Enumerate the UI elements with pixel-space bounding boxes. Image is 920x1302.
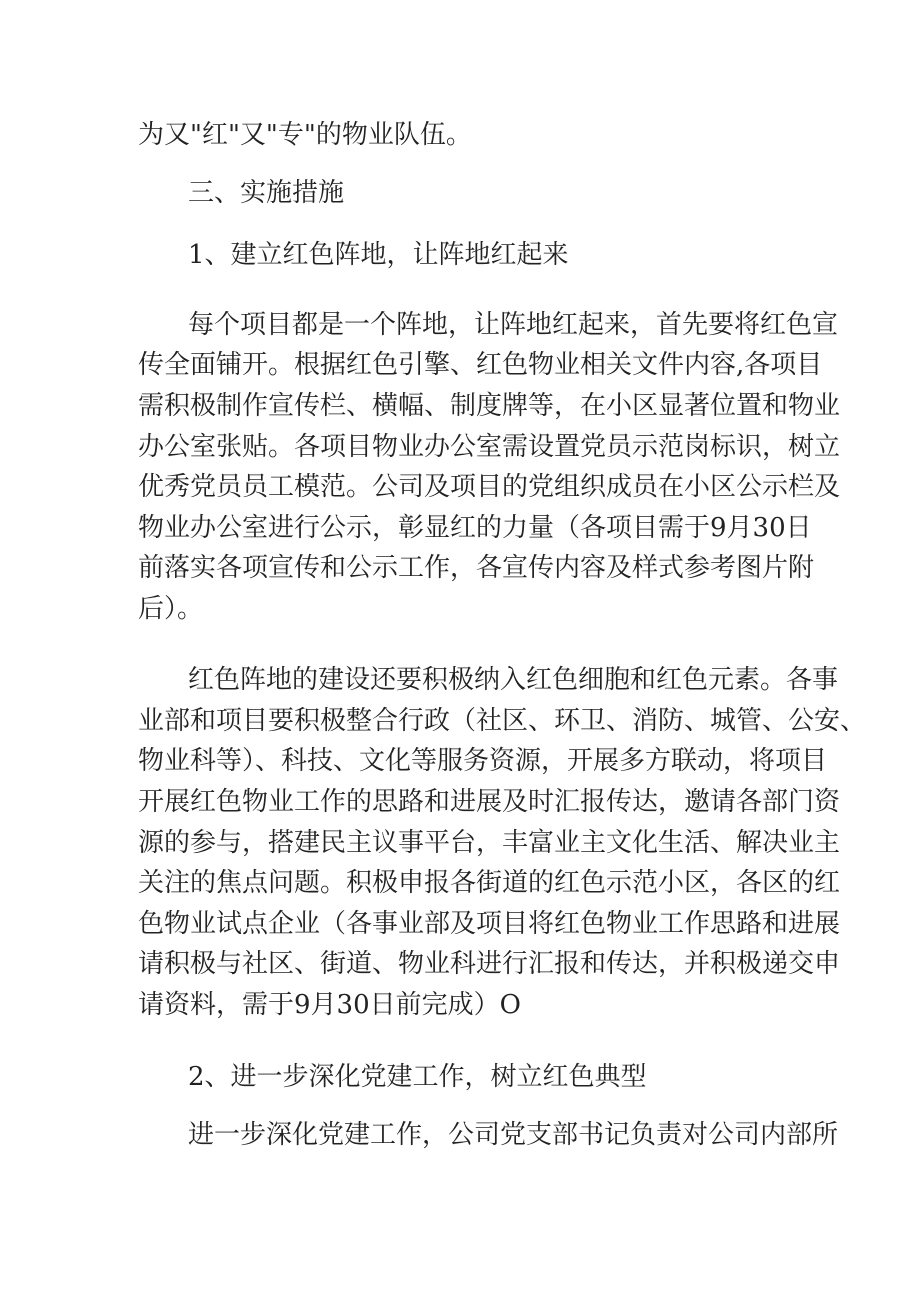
- section-heading: 三、实施措施: [188, 178, 345, 208]
- paragraph-line: 红色阵地的建设还要积极纳入红色细胞和红色元素。各事: [188, 665, 839, 695]
- subsection-heading: 1、建立红色阵地，让阵地红起来: [188, 240, 569, 270]
- paragraph-line: 进一步深化党建工作，公司党支部书记负责对公司内部所: [188, 1120, 839, 1150]
- paragraph-line: 每个项目都是一个阵地，让阵地红起来，首先要将红色宣: [188, 310, 839, 340]
- paragraph-line: 物业科等）、科技、文化等服务资源，开展多方联动，将项目: [138, 746, 828, 776]
- paragraph-line: 业部和项目要积极整合行政（社区、环卫、消防、城管、公安、: [138, 706, 867, 736]
- paragraph-line: 关注的焦点问题。积极申报各街道的红色示范小区，各区的红: [138, 868, 841, 898]
- paragraph-line: 请资料，需于9月30日前完成）O: [138, 990, 521, 1020]
- paragraph-line: 优秀党员员工模范。公司及项目的党组织成员在小区公示栏及: [138, 472, 841, 502]
- paragraph-line: 开展红色物业工作的思路和进展及时汇报传达，邀请各部门资: [138, 787, 841, 817]
- subsection-heading: 2、进一步深化党建工作，树立红色典型: [188, 1062, 647, 1092]
- paragraph-line: 源的参与，搭建民主议事平台，丰富业主文化生活、解决业主: [138, 828, 841, 858]
- paragraph-line: 办公室张贴。各项目物业办公室需设置党员示范岗标识，树立: [138, 432, 841, 462]
- paragraph-line: 物业办公室进行公示，彰显红的力量（各项目需于9月30日: [138, 513, 812, 543]
- paragraph-line: 传全面铺开。根据红色引擎、红色物业相关文件内容,各项目: [138, 350, 823, 380]
- paragraph-line: 需积极制作宣传栏、横幅、制度牌等，在小区显著位置和物业: [138, 391, 841, 421]
- paragraph-line: 色物业试点企业（各事业部及项目将红色物业工作思路和进展: [138, 909, 841, 939]
- paragraph-line: 为又"红"又"专"的物业队伍。: [138, 120, 472, 150]
- paragraph-line: 后）。: [138, 594, 204, 624]
- paragraph-line: 前落实各项宣传和公示工作，各宣传内容及样式参考图片附: [138, 553, 815, 583]
- paragraph-line: 请积极与社区、街道、物业科进行汇报和传达，并积极递交申: [138, 949, 841, 979]
